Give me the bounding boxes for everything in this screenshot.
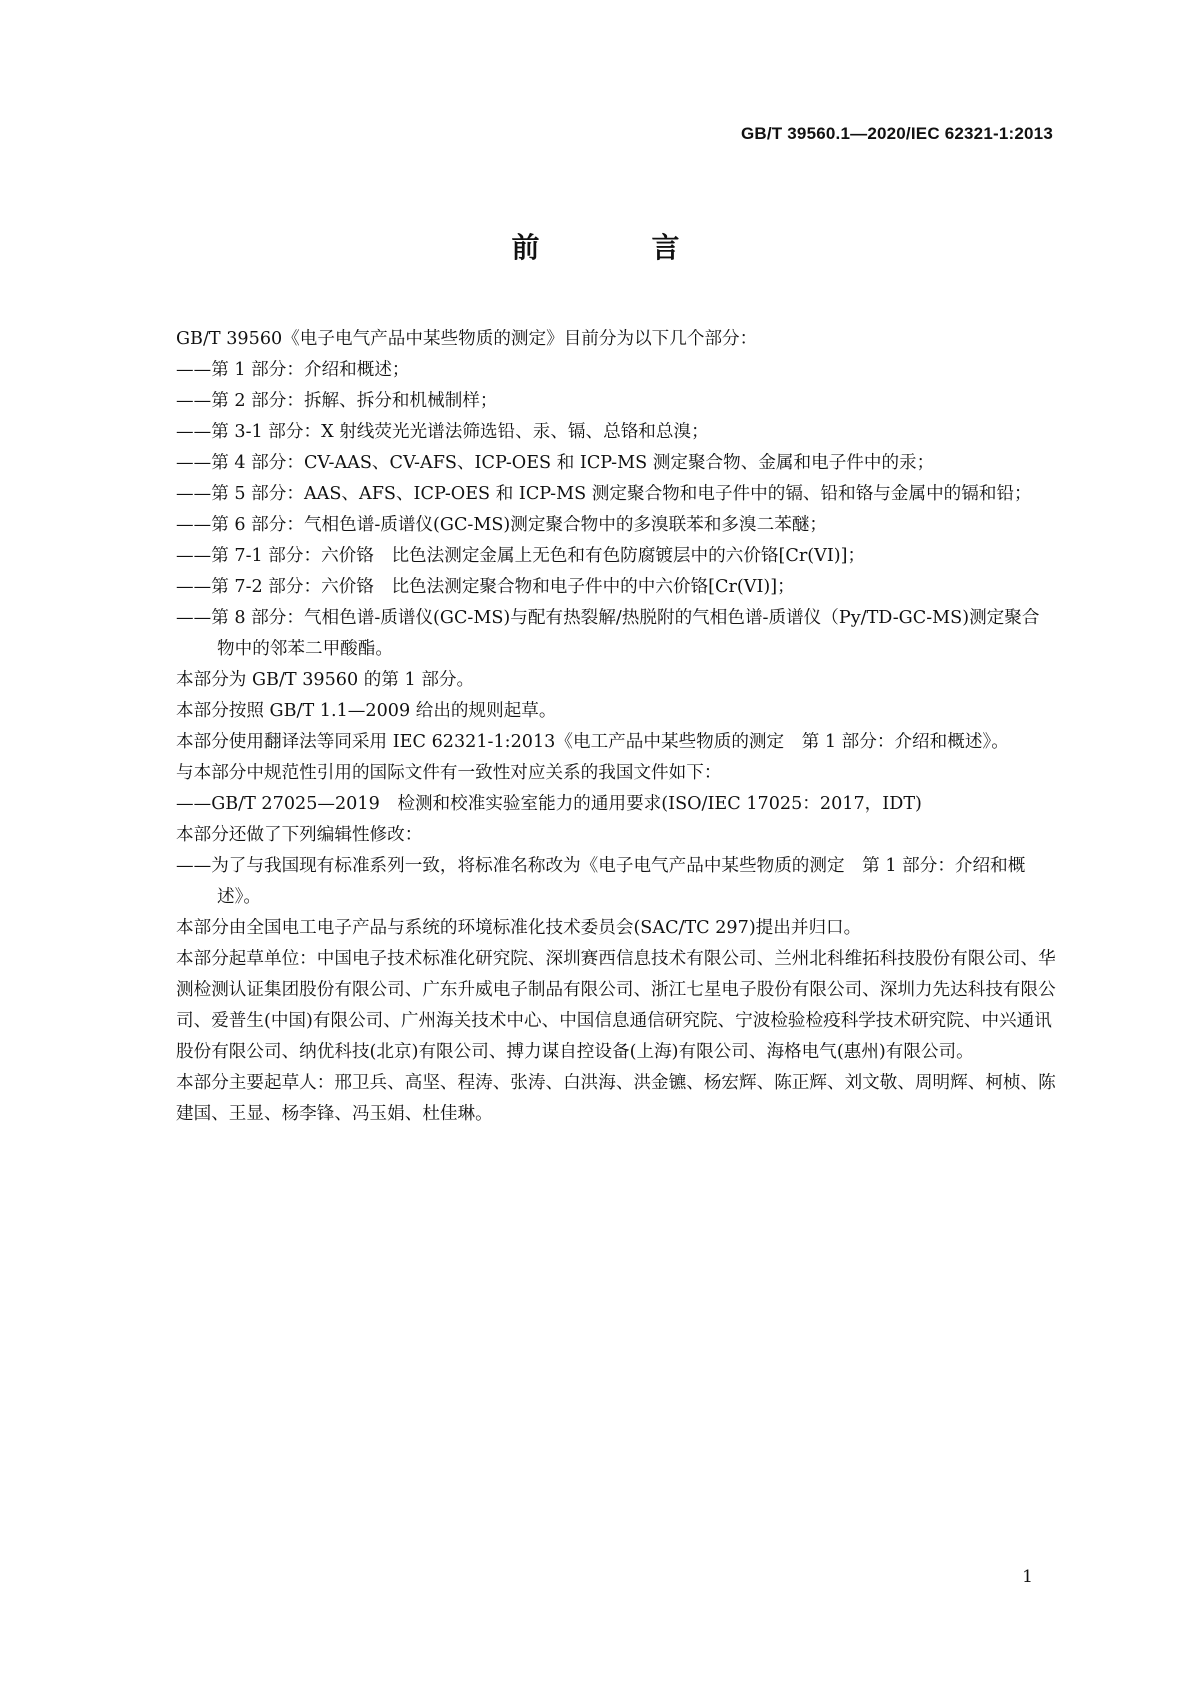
list-item-part-5: ——第 5 部分：AAS、AFS、ICP-OES 和 ICP-MS 测定聚合物和电子件中的镉、铅和铬与金属中的镉和铅； — [176, 484, 1032, 504]
list-item-part-7-1: ——第 7-1 部分：六价铬 比色法测定金属上无色和有色防腐镀层中的六价铬[Cr(VI)]； — [176, 546, 866, 566]
list-item-part-3-1: ——第 3-1 部分：X 射线荧光光谱法筛选铅、汞、镉、总铬和总溴； — [176, 422, 709, 442]
paragraph-correspondence: 与本部分中规范性引用的国际文件有一致性对应关系的我国文件如下： — [176, 763, 722, 783]
list-item-part-1: ——第 1 部分：介绍和概述； — [176, 360, 410, 380]
paragraph-drafting-units: 本部分起草单位：中国电子技术标准化研究院、深圳赛西信息技术有限公司、兰州北科维拓科技股份有限公司、华测检测认证集团股份有限公司、广东升威电子制品有限公司、浙江七星电子股份有限公司、深圳力先达科技有限公司、爱普生(中国)有限公司、广州海关技术中心、中国信息通信研究院、宁波检验检疫科学技术研究院、中兴通讯股份有限公司、纳优科技(北京)有限公司、搏力谋自控设备(上海)有限公司、海格电气(惠州)有限公司。 — [176, 949, 1056, 1062]
paragraph-adoption: 本部分使用翻译法等同采用 IEC 62321-1:2013《电工产品中某些物质的测定 第 1 部分：介绍和概述》。 — [176, 732, 1009, 752]
list-item-part-6: ——第 6 部分：气相色谱-质谱仪(GC-MS)测定聚合物中的多溴联苯和多溴二苯醚； — [176, 515, 827, 535]
list-item-part-2: ——第 2 部分：拆解、拆分和机械制样； — [176, 391, 498, 411]
page-number: 1 — [1022, 1567, 1033, 1587]
page-title: 前 言 — [511, 231, 722, 264]
list-item-part-7-2: ——第 7-2 部分：六价铬 比色法测定聚合物和电子件中的中六价铬[Cr(VI)]； — [176, 577, 795, 597]
list-item-editorial-change: ——为了与我国现有标准系列一致，将标准名称改为《电子电气产品中某些物质的测定 第 1 部分：介绍和概述》。 — [176, 856, 1026, 907]
list-item-correspondence: ——GB/T 27025—2019 检测和校准实验室能力的通用要求(ISO/IEC 17025：2017，IDT) — [176, 794, 922, 814]
paragraph-part-designation: 本部分为 GB/T 39560 的第 1 部分。 — [176, 670, 475, 690]
foreword-body — [176, 324, 1056, 1130]
list-item-part-4: ——第 4 部分：CV-AAS、CV-AFS、ICP-OES 和 ICP-MS 测定聚合物、金属和电子件中的汞； — [176, 453, 935, 473]
paragraph-editorial-changes: 本部分还做了下列编辑性修改： — [176, 825, 423, 845]
paragraph-drafters: 本部分主要起草人：邢卫兵、高坚、程涛、张涛、白洪海、洪金镳、杨宏辉、陈正辉、刘文敬、周明辉、柯桢、陈建国、王显、杨李锋、冯玉娟、杜佳琳。 — [176, 1073, 1056, 1124]
list-item-part-8: ——第 8 部分：气相色谱-质谱仪(GC-MS)与配有热裂解/热脱附的气相色谱-质谱仪（Py/TD-GC-MS)测定聚合物中的邻苯二甲酸酯。 — [176, 608, 1040, 659]
standard-code-header: GB/T 39560.1—2020/IEC 62321-1:2013 — [740, 124, 1053, 143]
paragraph-drafting-rules: 本部分按照 GB/T 1.1—2009 给出的规则起草。 — [176, 701, 557, 721]
intro-paragraph: GB/T 39560《电子电气产品中某些物质的测定》目前分为以下几个部分： — [176, 329, 758, 349]
paragraph-committee: 本部分由全国电工电子产品与系统的环境标准化技术委员会(SAC/TC 297)提出并归口。 — [176, 918, 862, 938]
